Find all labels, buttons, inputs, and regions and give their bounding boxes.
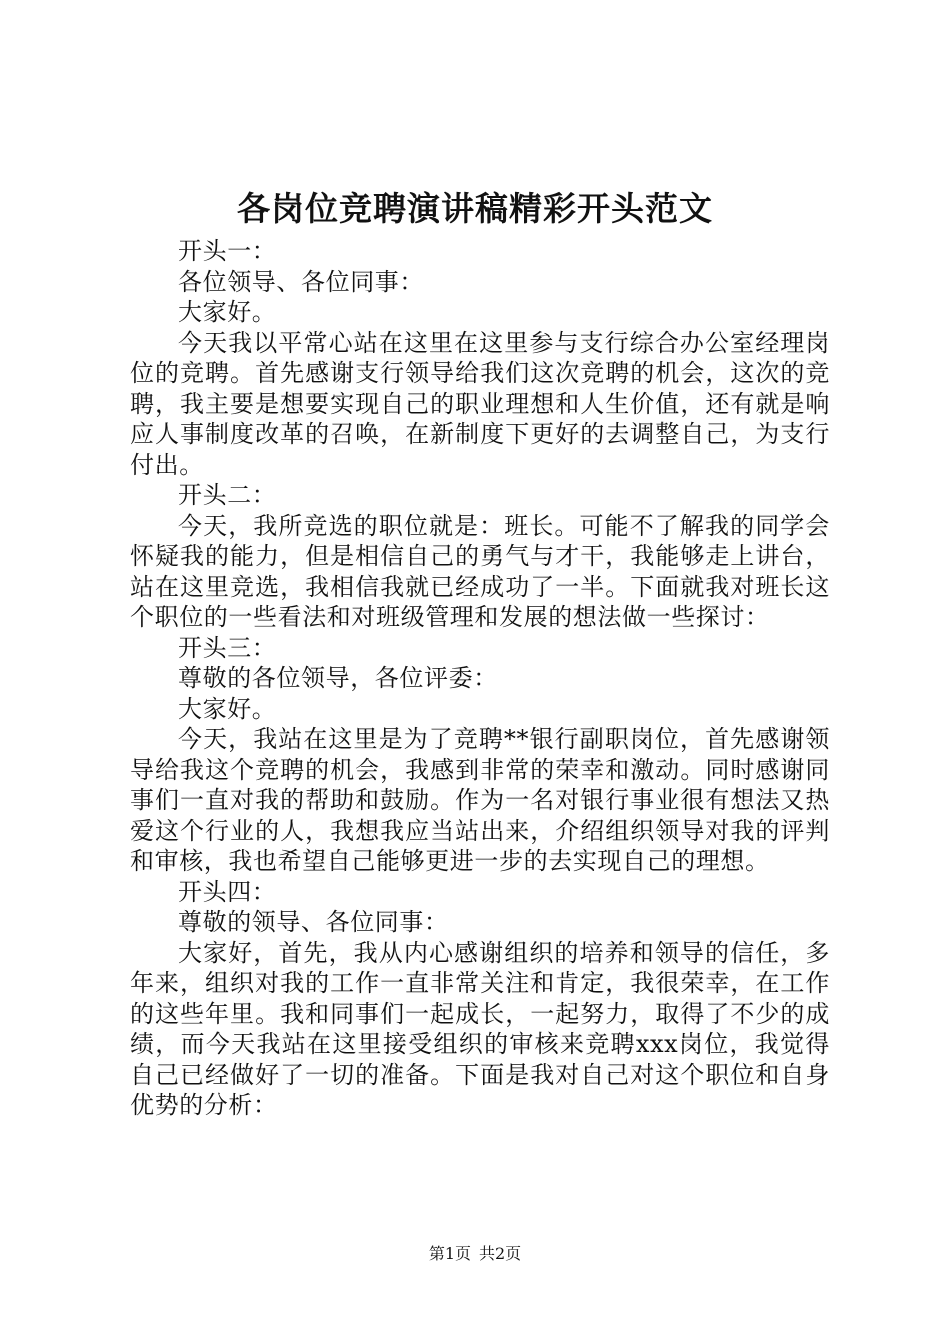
- paragraph: 今天我以平常心站在这里在这里参与支行综合办公室经理岗位的竞聘。首先感谢支行领导给我们这次竞聘的机会，这次的竞聘，我主要是想要实现自己的职业理想和人生价值，还有就是响应人事制度改革的召唤，在新制度下更好的去调整自己，为支行付出。: [130, 328, 830, 479]
- paragraph: 尊敬的各位领导，各位评委：: [178, 664, 498, 692]
- paragraph: 今天，我所竞选的职位就是：班长。可能不了解我的同学会怀疑我的能力，但是相信自己的勇气与才干，我能够走上讲台，站在这里竞选，我相信我就已经成功了一半。下面就我对班长这个职位的一些看法和对班级管理和发展的想法做一些探讨：: [130, 511, 830, 631]
- paragraph: 开头二：: [178, 481, 277, 509]
- page-footer: [0, 1243, 950, 1265]
- page-number: 第1页: [428, 1244, 471, 1263]
- paragraph: 大家好，首先，我从内心感谢组织的培养和领导的信任，多年来，组织对我的工作一直非常关注和肯定，我很荣幸，在工作的这些年里。我和同事们一起成长，一起努力，取得了不少的成绩，而今天我站在这里接受组织的审核来竞聘xxx岗位，我觉得自己已经做好了一切的准备。下面是我对自己对这个职位和自身优势的分析：: [130, 938, 830, 1119]
- document-title: 各岗位竞聘演讲稿精彩开头范文: [237, 189, 713, 228]
- paragraph: 开头三：: [178, 633, 277, 662]
- page-total: 共2页: [479, 1244, 522, 1263]
- paragraph: 大家好。: [178, 298, 277, 326]
- paragraph: 开头一：: [178, 237, 277, 265]
- paragraph: 开头四：: [178, 877, 277, 906]
- paragraph: 尊敬的领导、各位同事：: [178, 908, 449, 936]
- paragraph: 大家好。: [178, 694, 277, 723]
- paragraph: 今天，我站在这里是为了竞聘**银行副职岗位，首先感谢领导给我这个竞聘的机会，我感到非常的荣幸和激动。同时感谢同事们一直对我的帮助和鼓励。作为一名对银行事业很有想法又热爱这个行业的人，我想我应当站出来，介绍组织领导对我的评判和审核，我也希望自己能够更进一步的去实现自己的理想。: [130, 725, 830, 875]
- paragraph: 各位领导、各位同事：: [178, 267, 424, 296]
- document-body: [130, 236, 830, 1121]
